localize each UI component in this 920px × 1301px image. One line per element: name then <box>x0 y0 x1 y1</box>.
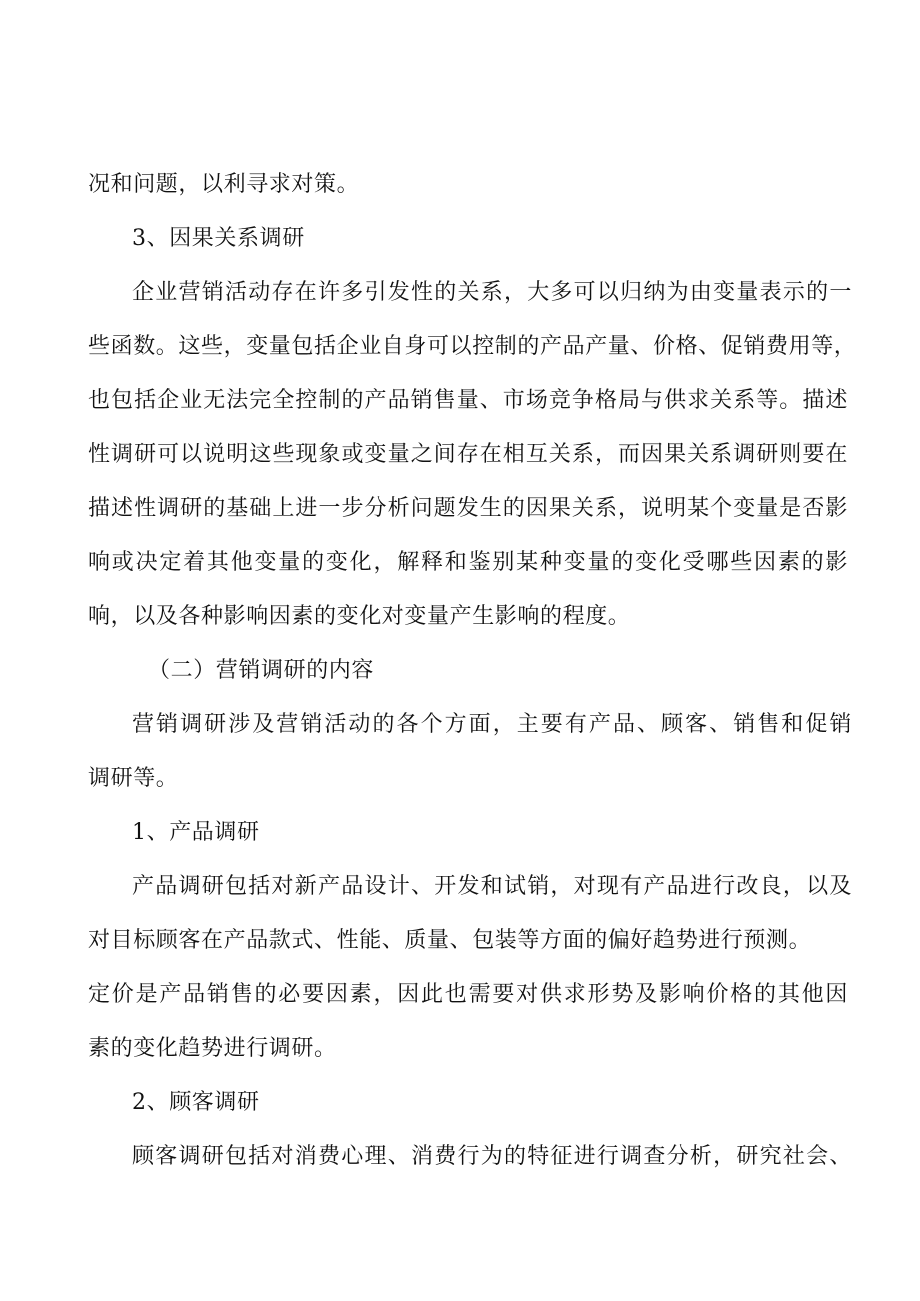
paragraph-line: 响或决定着其他变量的变化，解释和鉴别某种变量的变化受哪些因素的影 <box>88 550 848 575</box>
paragraph-line: 定价是产品销售的必要因素，因此也需要对供求形势及影响价格的其他因 <box>88 982 848 1007</box>
paragraph-line: 顾客调研包括对消费心理、消费行为的特征进行调查分析，研究社会、 <box>132 1144 852 1169</box>
paragraph-line: 素的变化趋势进行调研。 <box>88 1036 337 1061</box>
paragraph-line: 产品调研包括对新产品设计、开发和试销，对现有产品进行改良，以及 <box>132 874 852 899</box>
paragraph-line: 些函数。这些，变量包括企业自身可以控制的产品产量、价格、促销费用等， <box>88 334 857 359</box>
section-heading-customer-research: 2、顾客调研 <box>132 1090 260 1115</box>
paragraph-line: 营销调研涉及营销活动的各个方面，主要有产品、顾客、销售和促销 <box>132 712 852 737</box>
paragraph-line: 对目标顾客在产品款式、性能、质量、包装等方面的偏好趋势进行预测。 <box>88 928 812 953</box>
paragraph-line: 性调研可以说明这些现象或变量之间存在相互关系，而因果关系调研则要在 <box>88 442 848 467</box>
paragraph-line: 描述性调研的基础上进一步分析问题发生的因果关系，说明某个变量是否影 <box>88 496 848 521</box>
paragraph-line: 企业营销活动存在许多引发性的关系，大多可以归纳为由变量表示的一 <box>132 280 852 305</box>
section-heading-causal-research: 3、因果关系调研 <box>132 226 305 251</box>
paragraph-line: 况和问题，以利寻求对策。 <box>88 172 360 197</box>
paragraph-line: 调研等。 <box>88 766 179 791</box>
paragraph-line: 响，以及各种影响因素的变化对变量产生影响的程度。 <box>88 604 631 629</box>
section-heading-product-research: 1、产品调研 <box>132 820 260 845</box>
section-heading-research-content: （二）营销调研的内容 <box>148 658 375 683</box>
paragraph-line: 也包括企业无法完全控制的产品销售量、市场竞争格局与供求关系等。描述 <box>88 388 848 413</box>
